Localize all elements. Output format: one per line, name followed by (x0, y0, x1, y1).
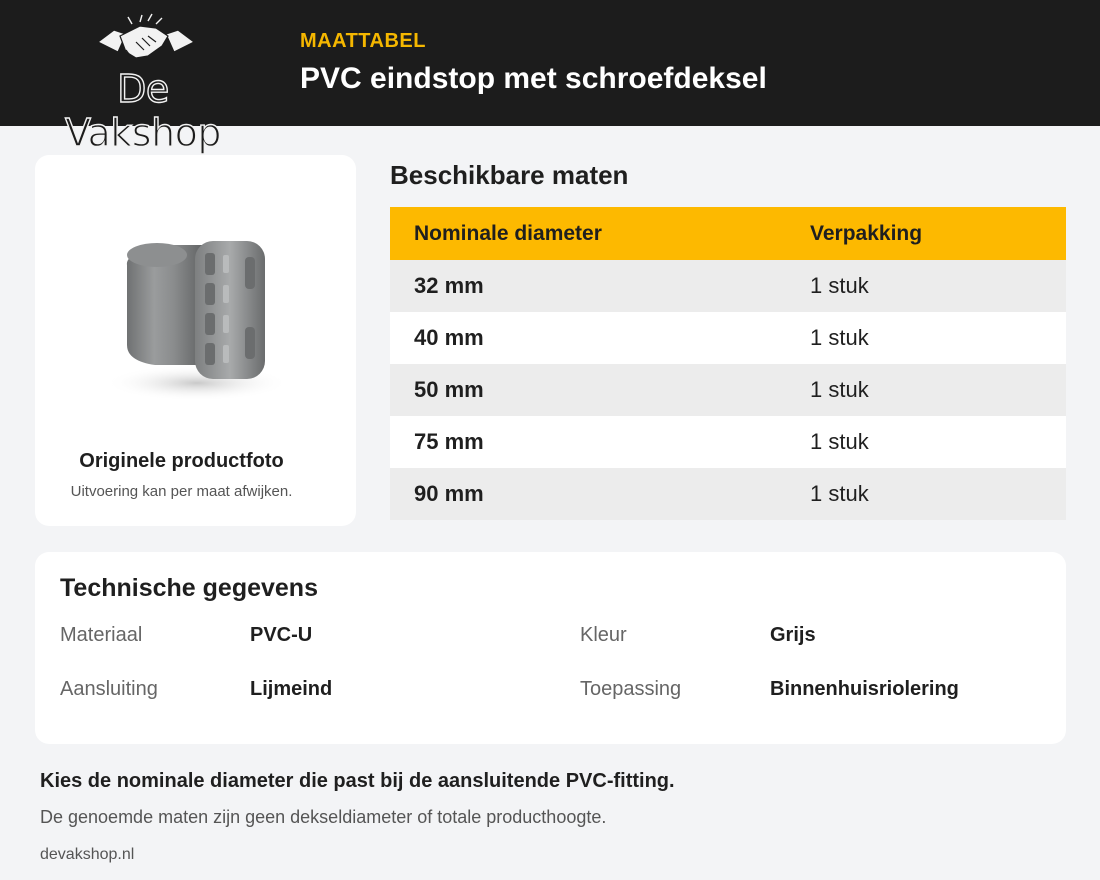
spec-value-connection: Lijmeind (250, 678, 333, 700)
product-photo-card (35, 155, 356, 526)
table-row (390, 312, 1066, 364)
page-title: PVC eindstop met schroefdeksel (300, 62, 767, 95)
spec-label-application: Toepassing (580, 678, 682, 700)
brand-logo[interactable] (38, 12, 248, 155)
page-kicker: MAATTABEL (300, 30, 426, 52)
spec-value-color: Grijs (770, 624, 816, 646)
packaging-cell: 1 stuk (786, 312, 1066, 364)
packaging-cell: 1 stuk (786, 364, 1066, 416)
spec-label-connection: Aansluiting (60, 678, 158, 700)
column-header-packaging: Verpakking (786, 207, 1066, 260)
diameter-cell: 90 mm (390, 468, 786, 520)
table-header-row (390, 207, 1066, 260)
dimension-disclaimer: De genoemde maten zijn geen dekseldiameter of totale producthoogte. (40, 807, 607, 827)
technical-specs-heading: Technische gegevens (60, 574, 318, 602)
table-row (390, 364, 1066, 416)
spec-value-material: PVC-U (250, 624, 313, 646)
table-row (390, 468, 1066, 520)
logo-wordmark: De Vakshop (64, 67, 222, 155)
diameter-cell: 40 mm (390, 312, 786, 364)
spec-label-color: Kleur (580, 624, 627, 646)
diameter-cell: 50 mm (390, 364, 786, 416)
handshake-icon (96, 12, 196, 70)
spec-label-material: Materiaal (60, 624, 143, 646)
photo-caption-title: Originele productfoto (79, 450, 284, 472)
spec-value-application: Binnenhuisriolering (770, 678, 959, 700)
packaging-cell: 1 stuk (786, 468, 1066, 520)
footer-site-link[interactable]: devakshop.nl (40, 846, 135, 863)
selection-note: Kies de nominale diameter die past bij de aansluitende PVC-fitting. (40, 770, 675, 792)
column-header-diameter: Nominale diameter (390, 207, 786, 260)
product-photo[interactable] (95, 215, 295, 415)
technical-specs-card (35, 552, 1066, 744)
diameter-cell: 75 mm (390, 416, 786, 468)
packaging-cell: 1 stuk (786, 416, 1066, 468)
sizes-table (390, 207, 1066, 520)
header-bar (0, 0, 1100, 155)
table-row (390, 260, 1066, 312)
photo-caption-subtitle: Uitvoering kan per maat afwijken. (70, 483, 293, 500)
packaging-cell: 1 stuk (786, 260, 1066, 312)
diameter-cell: 32 mm (390, 260, 786, 312)
table-row (390, 416, 1066, 468)
sizes-heading: Beschikbare maten (390, 160, 629, 190)
